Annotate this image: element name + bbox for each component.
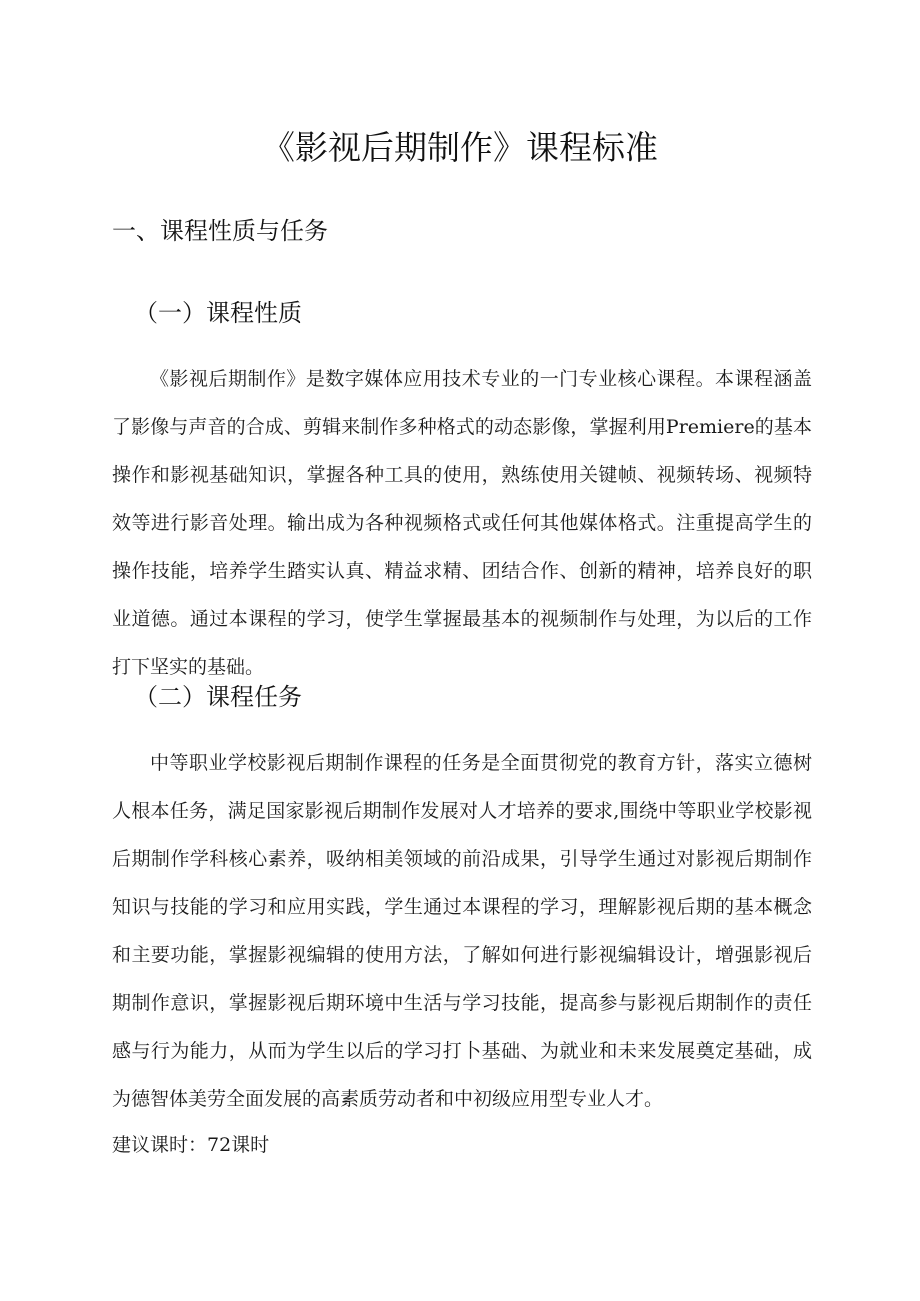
- section-heading-nature-and-tasks: 一、课程性质与任务: [112, 217, 328, 245]
- subsection-heading-course-tasks: （二）课程任务: [134, 683, 302, 711]
- course-tasks-paragraph: 中等职业学校影视后期制作课程的任务是全面贯彻党的教育方针，落实立德树人根本任务，满足国家影视后期制作发展对人才培养的要求,围绕中等职业学校影视后期制作学科核心素养，吸纳相美领域的前沿成果，引导学生通过对影视后期制作知识与技能的学习和应用实践，学生通过本课程的学习，理解影视后期的基本概念和主要功能，掌握影视编辑的使用方法，了解如何进行影视编辑设计，增强影视后期制作意识，掌握影视后期环境中生活与学习技能，提高参与影视后期制作的责任感与行为能力，从而为学生以后的学习打卜基础、为就业和未来发展奠定基础，成为德智体美劳全面发展的高素质劳动者和中初级应用型专业人才。: [112, 752, 812, 1110]
- course-nature-paragraph: 《影视后期制作》是数字媒体应用技术专业的一门专业核心课程。本课程涵盖了影像与声音的合成、剪辑来制作多种格式的动态影像，掌握利用Premiere的基本操作和影视基础知识，掌握各种工具的使用，熟练使用关键帧、视频转场、视频特效等进行影音处理。输出成为各种视频格式或任何其他媒体格式。注重提高学生的操作技能，培养学生踏实认真、精益求精、团结合作、创新的精神，培养良好的职业道德。通过本课程的学习，使学生掌握最基本的视频制作与处理，为以后的工作打下坚实的基础。: [112, 368, 812, 678]
- subsection-heading-course-nature: （一）课程性质: [134, 299, 302, 327]
- document-title: 《影视后期制作》课程标准: [262, 128, 658, 167]
- suggested-hours: 建议课时：72课时: [112, 1134, 270, 1156]
